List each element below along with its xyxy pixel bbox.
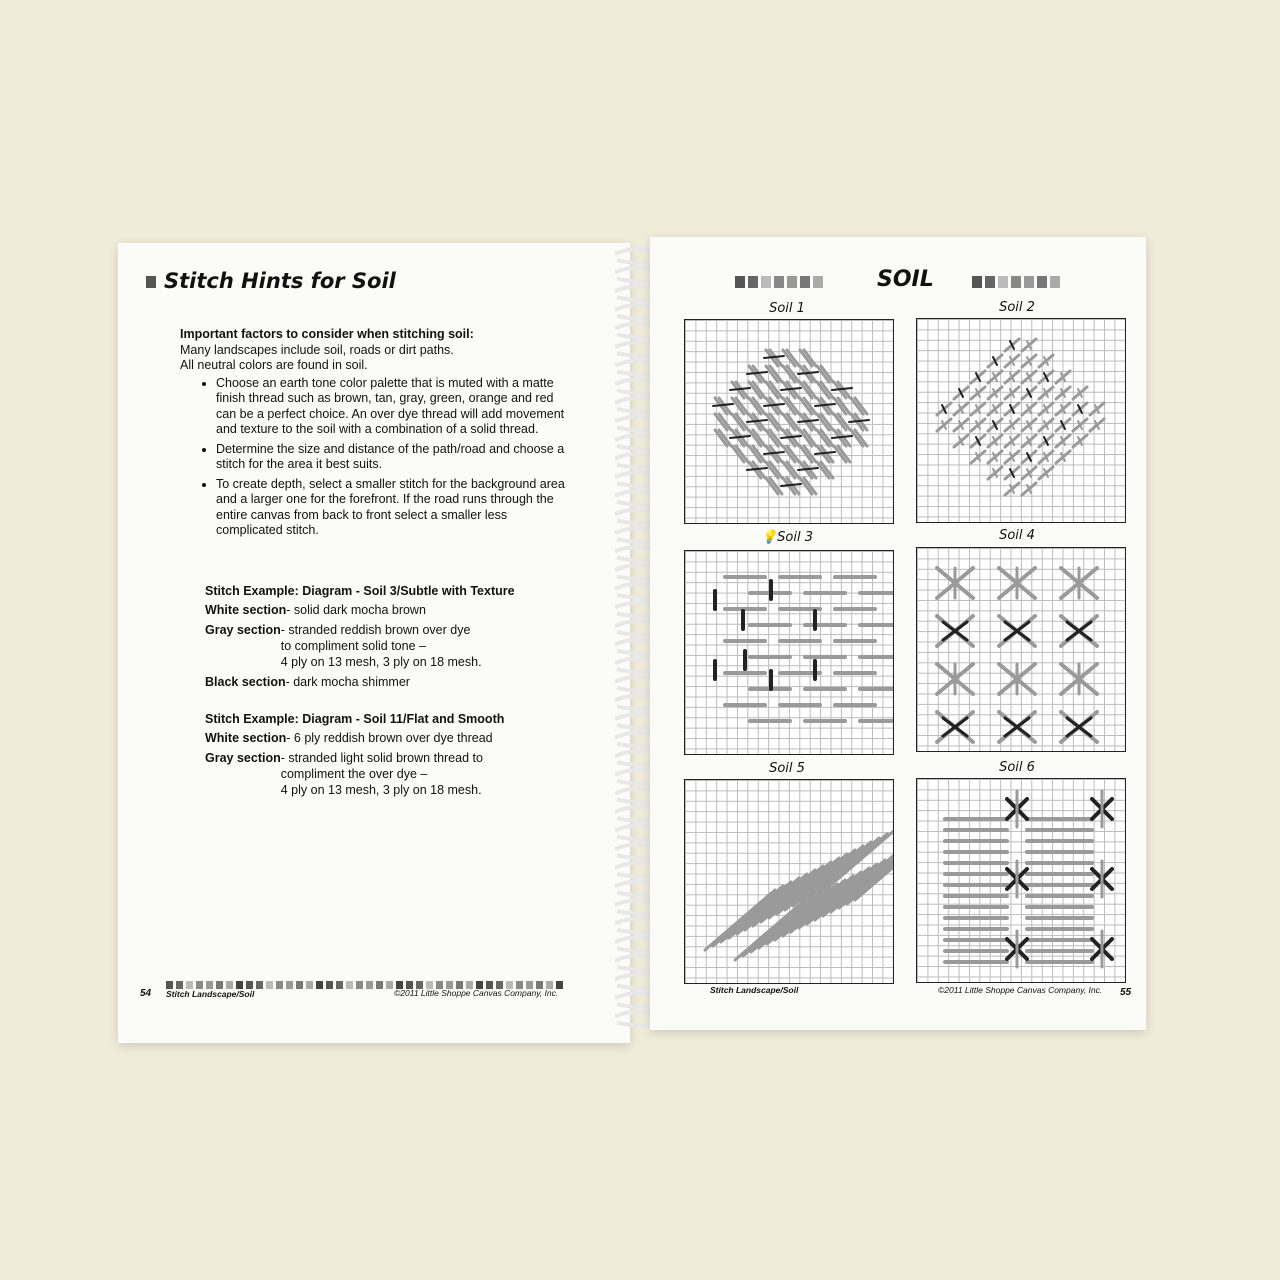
right-page: [650, 237, 1146, 1030]
stitch-example-1: [205, 583, 515, 690]
page-number: 54: [140, 988, 152, 999]
strip-square: [286, 981, 293, 989]
intro-line: All neutral colors are found in soil.: [180, 358, 368, 372]
example-heading: Stitch Example: Diagram - Soil 11/Flat and Smooth: [205, 712, 505, 726]
stitch: [730, 388, 750, 390]
footer-color-strip: [166, 976, 566, 984]
example-heading: Stitch Example: Diagram - Soil 3/Subtle with Texture: [205, 584, 515, 598]
strip-square: [1011, 276, 1021, 288]
diagram-soil-3: [684, 550, 894, 755]
strip-square: [1050, 276, 1060, 288]
intro-section: [180, 327, 570, 543]
stitch: [798, 420, 818, 422]
diagram-label-soil-4: Soil 4: [999, 528, 1035, 543]
example-row: Gray section - stranded reddish brown over dye to compliment solid tone – 4 ply on 13 mesh, 3 ply on 18 mesh.: [205, 623, 482, 669]
strip-square: [236, 981, 243, 989]
diagram-label-soil-3: 💡Soil 3: [760, 530, 814, 545]
strip-square: [216, 981, 223, 989]
stitch: [781, 436, 801, 438]
diagram-label-soil-2: Soil 2: [999, 300, 1035, 315]
example-row: Black section - dark mocha shimmer: [205, 675, 410, 689]
strip-square: [735, 276, 745, 288]
strip-square: [774, 276, 784, 288]
strip-square: [196, 981, 203, 989]
stitch: [798, 372, 818, 374]
hint-item: • Choose an earth tone color palette that is muted with a matte finish thread such as brown, tan, gray, green, orange and red can be a perfect choice. An over dye thread will add movement and texture to the soil with a combination of a solid thread.: [216, 376, 566, 438]
strip-square: [176, 981, 183, 989]
stitch: [747, 468, 767, 470]
footer-section-label: Stitch Landscape/Soil: [166, 989, 255, 999]
stitch: [849, 420, 869, 422]
footer-copyright: ©2011 Little Shoppe Canvas Company, Inc.: [938, 985, 1103, 995]
page-title: SOIL: [877, 267, 934, 292]
diagram-label-soil-5: Soil 5: [769, 761, 805, 776]
diagram-label-soil-1: Soil 1: [769, 301, 805, 316]
strip-square: [787, 276, 797, 288]
example-row: Gray section - stranded light solid brown thread to compliment the over dye – 4 ply on 13 mesh, 3 ply on 18 mesh.: [205, 751, 483, 797]
stitch: [747, 372, 767, 374]
stitch: [815, 404, 835, 406]
intro-line: Many landscapes include soil, roads or dirt paths.: [180, 342, 454, 357]
strip-square: [1037, 276, 1047, 288]
strip-square: [800, 276, 810, 288]
strip-square: [256, 981, 263, 989]
left-page: [118, 243, 630, 1043]
diagram-soil-6: [916, 778, 1126, 983]
hint-list: [200, 376, 566, 539]
left-page-title: Stitch Hints for Soil: [146, 269, 396, 293]
stitch: [781, 388, 801, 390]
example-row: White section - solid dark mocha brown: [205, 603, 426, 617]
strip-square: [748, 276, 758, 288]
diagram-soil-2: [916, 318, 1126, 523]
diagram-soil-4: [916, 547, 1126, 752]
stitch-example-2: [205, 711, 504, 798]
diagram-soil-1: [684, 319, 894, 524]
strip-square: [266, 981, 273, 989]
page-number: 55: [1120, 987, 1132, 998]
hint-item: • Determine the size and distance of the path/road and choose a stitch for the area it best suits.: [216, 442, 566, 473]
strip-square: [316, 981, 323, 989]
strip-square: [346, 981, 353, 989]
strip-square: [186, 981, 193, 989]
stitch: [815, 452, 835, 454]
stitch: [781, 484, 801, 486]
strip-square: [386, 981, 393, 989]
strip-square: [306, 981, 313, 989]
strip-square: [206, 981, 213, 989]
stitch: [798, 468, 818, 470]
stitch: [764, 356, 784, 358]
strip-square: [376, 981, 383, 989]
strip-square: [356, 981, 363, 989]
stitch: [832, 436, 852, 438]
title-color-strip: [972, 275, 1063, 287]
strip-square: [296, 981, 303, 989]
strip-square: [326, 981, 333, 989]
stitch: [764, 404, 784, 406]
footer-copyright: ©2011 Little Shoppe Canvas Company, Inc.: [394, 988, 559, 998]
lightbulb-icon: 💡: [760, 530, 778, 545]
strip-square: [813, 276, 823, 288]
strip-square: [246, 981, 253, 989]
stitch: [832, 388, 852, 390]
stitch: [764, 452, 784, 454]
strip-square: [972, 276, 982, 288]
example-row: White section - 6 ply reddish brown over dye thread: [205, 731, 493, 745]
intro-heading: Important factors to consider when stitching soil:: [180, 327, 474, 341]
diagram-soil-5: [684, 779, 894, 984]
stitch: [747, 420, 767, 422]
strip-square: [226, 981, 233, 989]
strip-square: [166, 981, 173, 989]
hint-item: • To create depth, select a smaller stitch for the background area and a larger one for the forefront. If the road runs through the entire canvas from back to front select a smaller less complicated stitch.: [216, 477, 566, 539]
title-square-icon: [146, 276, 156, 288]
footer-section-label: Stitch Landscape/Soil: [710, 985, 799, 995]
strip-square: [336, 981, 343, 989]
diagram-label-soil-6: Soil 6: [999, 760, 1035, 775]
strip-square: [985, 276, 995, 288]
stitch: [730, 436, 750, 438]
strip-square: [1024, 276, 1034, 288]
strip-square: [761, 276, 771, 288]
strip-square: [998, 276, 1008, 288]
strip-square: [366, 981, 373, 989]
title-color-strip: [735, 275, 826, 287]
strip-square: [276, 981, 283, 989]
stitch: [713, 404, 733, 406]
